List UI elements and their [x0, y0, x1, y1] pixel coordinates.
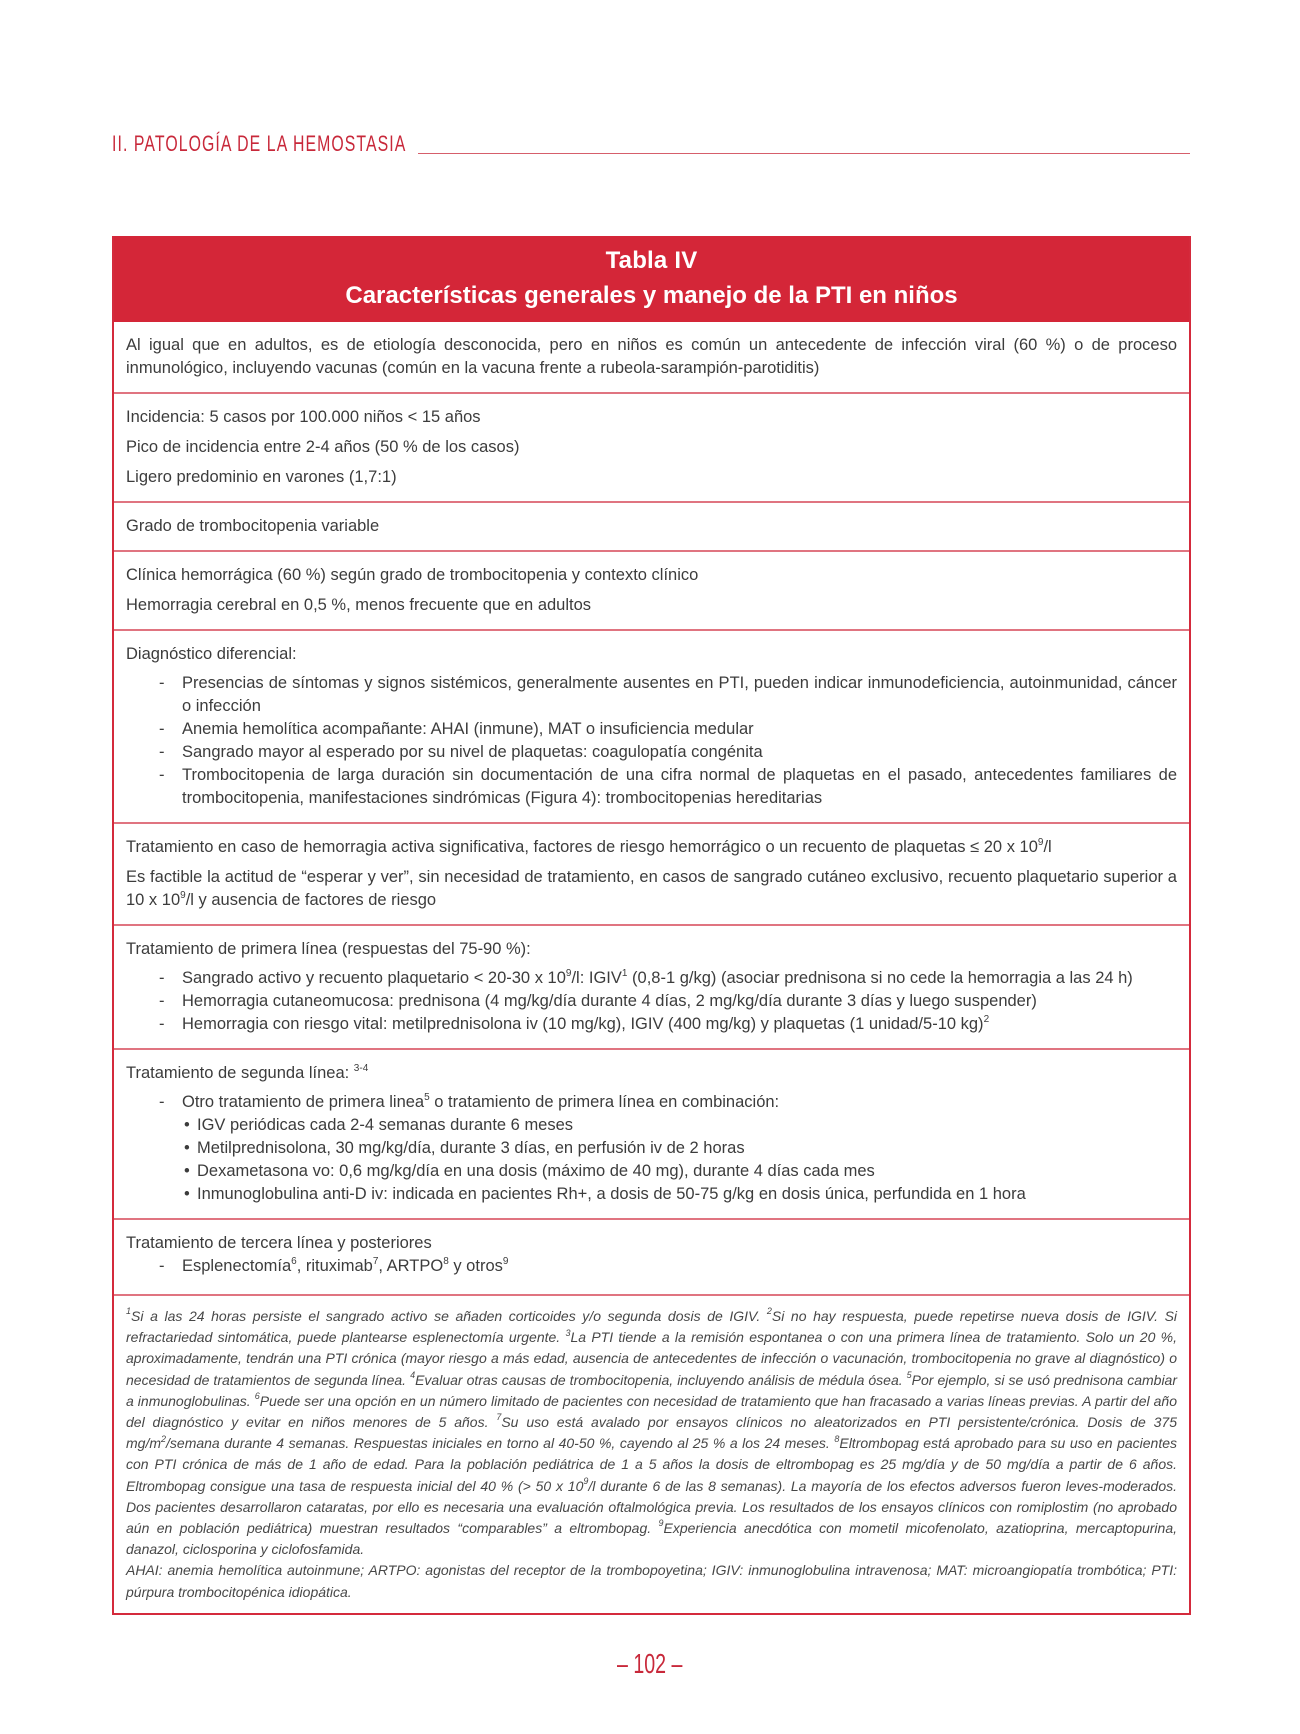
footnotes-text: $^1$Si a las 24 horas persiste el sangrado activo se añaden corticoides y/o segunda dosis de IGIV. $^2$Si no hay respuesta, puede repetirse nueva dosis de IGIV. Si refractariedad sintomática, puede plantearse esplenectomía urgente. $^3$La PTI tiende a la remisión espontanea o con una primera línea de tratamiento. Solo un 20 %, aproximadamente, tendrán una PTI crónica (mayor riesgo a más edad, ausencia de antecedentes de infección o vacunación, trombocitopenia no grave al diagnóstico) o necesidad de tratamientos de segunda línea. $^4$Evaluar otras causas de trombocitopenia, incluyendo análisis de médula ósea. $^5$Por ejemplo, si se usó prednisona cambiar a inmunoglobulinas. $^6$Puede ser una opción en un número limitado de pacientes con necesidad de tratamiento que han fracasado a varias líneas previas. A partir del año del diagnóstico y evitar en niños menores de 5 años. $^7$Su uso está avalado por ensayos clínicos no aleatorizados en PTI persistente/crónica. Dosis de 375 $mg/m^2$/semana durante 4 semanas. Respuestas iniciales en torno al 40-50 %, cayendo al 25 % a los 24 meses. $^8$Eltrombopag está aprobado para su uso en pacientes con PTI crónica de más de 1 año de edad. Para la población pediátrica de 1 a 5 años la dosis de eltrombopag es 25 mg/día y de 50 mg/día a partir de 6 años. Eltrombopag consigue una tasa de respuesta inicial del 40 % (> 50 x $10^9/l$ durante 6 de las 8 semanas). La mayoría de los efectos adversos fueron leves-moderados. Dos pacientes desarrollaron cataratas, por ello es necesaria una evaluación oftalmológica previa. Los resultados de los ensayos clínicos con romiplostim (no aprobado aún en población pediátrica) muestran resultados “comparables” a eltrombopag. $^9$Experiencia anecdótica con mometil micofenolato, azatioprina, mercaptopurina, danazol, ciclosporina y ciclofosfamida.: [126, 1306, 1178, 1558]
first-line-list: [126, 967, 1177, 1036]
list-item: - Sangrado activo y recuento plaquetario < 20-30 x $10^9/l$: IGIV$^1$ (0,8-1 g/kg) (asociar prednisona si no cede la hemorragia a las 24 h): [159, 967, 1133, 987]
row-clinical: [114, 550, 1189, 629]
row-second-line: [114, 1048, 1189, 1218]
table-number: Tabla IV: [605, 247, 698, 274]
treatment-indication-text: Tratamiento en caso de hemorragia activa significativa, factores de riesgo hemorrágico o un recuento de plaquetas ≤ 20 x $10^9/l$: [126, 836, 1052, 856]
row-third-line: [114, 1218, 1189, 1294]
list-item: - Hemorragia cutaneomucosa: prednisona (4 mg/kg/día durante 4 días, 2 mg/kg/día durante 3 días y luego suspender): [159, 992, 1037, 1010]
section-title: II. PATOLOGÍA DE LA HEMOSTASIA: [112, 131, 407, 156]
incidence-text: Incidencia: 5 casos por 100.000 niños < 15 años: [126, 408, 481, 426]
cerebral-hemorrhage-text: Hemorragia cerebral en 0,5 %, menos frecuente que en adultos: [126, 596, 592, 614]
list-item: - Hemorragia con riesgo vital: metilprednisolona iv (10 mg/kg), IGIV (400 mg/kg) y plaquetas (1 unidad/5-10 kg)$^2$: [159, 1013, 990, 1033]
list-item: - Trombocitopenia de larga duración sin documentación de una cifra normal de plaquetas en el pasado, antecedentes familiares de trombocitopenia, manifestaciones sindrómicas (Figura 4): trombocitopenias hereditarias: [159, 766, 1177, 807]
clinical-text: Clínica hemorrágica (60 %) según grado de trombocitopenia y contexto clínico: [126, 566, 699, 584]
row-epidemiology: [114, 392, 1189, 501]
table-header: [114, 236, 1189, 322]
differential-title: Diagnóstico diferencial:: [126, 645, 297, 663]
row-first-line: [114, 924, 1189, 1048]
sub-list-item: • IGV periódicas cada 2-4 semanas durante 6 meses: [184, 1116, 574, 1134]
header-rule: [418, 153, 1190, 154]
watch-and-wait-text: Es factible la actitud de “esperar y ver”, sin necesidad de tratamiento, en casos de sangrado cutáneo exclusivo, recuento plaquetario superior a 10 x $10^9/l$ y ausencia de factores de riesgo: [126, 868, 1177, 909]
third-line-list: [126, 1255, 1177, 1278]
etiology-text: Al igual que en adultos, es de etiología desconocida, pero en niños es común un antecedente de infección viral (60 %) o de proceso inmunológico, incluyendo vacunas (común en la vacuna frente a rubeola-sarampión-parotiditis): [126, 336, 1177, 377]
row-thrombocytopenia: [114, 501, 1189, 550]
list-item: - Anemia hemolítica acompañante: AHAI (inmune), MAT o insuficiencia medular: [159, 720, 754, 738]
list-item: - Otro tratamiento de primera linea$^5$ o tratamiento de primera línea en combinación:: [159, 1091, 780, 1111]
second-line-sublist: [126, 1114, 1177, 1206]
differential-list: [126, 672, 1177, 810]
sub-list-item: • Dexametasona vo: 0,6 mg/kg/día en una dosis (máximo de 40 mg), durante 4 días cada mes: [184, 1162, 875, 1180]
table-footnotes: [114, 1294, 1189, 1613]
third-line-title: Tratamiento de tercera línea y posteriores: [126, 1234, 432, 1252]
list-item: - Presencias de síntomas y signos sistémicos, generalmente ausentes en PTI, pueden indicar inmunodeficiencia, autoinmunidad, cáncer o infección: [159, 674, 1177, 715]
running-head: [112, 118, 1190, 158]
table-caption: Características generales y manejo de la PTI en niños: [345, 282, 958, 309]
second-line-title: Tratamiento de segunda línea: $^{3-4}$: [126, 1062, 369, 1082]
table-iv: [112, 236, 1191, 1615]
row-differential-diagnosis: [114, 629, 1189, 822]
sub-list-item: • Metilprednisolona, 30 mg/kg/día, durante 3 días, en perfusión iv de 2 horas: [184, 1139, 745, 1157]
second-line-list: [126, 1091, 1177, 1114]
first-line-title: Tratamiento de primera línea (respuestas del 75-90 %):: [126, 940, 531, 958]
sub-list-item: • Inmunoglobulina anti-D iv: indicada en pacientes Rh+, a dosis de 50-75 g/kg en dosis única, perfundida en 1 hora: [184, 1185, 1026, 1203]
thrombocytopenia-text: Grado de trombocitopenia variable: [126, 517, 380, 535]
list-item: - Sangrado mayor al esperado por su nivel de plaquetas: coagulopatía congénita: [159, 743, 763, 761]
row-treatment-indication: [114, 822, 1189, 924]
abbreviations-text: AHAI: anemia hemolítica autoinmune; ARTPO: agonistas del receptor de la trombopoyetina; IGIV: inmunoglobulina intravenosa; MAT: microangiopatía trombótica; PTI: púrpura trombocitopénica idiopática.: [126, 1562, 1177, 1600]
page-number: – 102 –: [617, 1648, 683, 1679]
row-etiology: [114, 322, 1189, 392]
sex-ratio-text: Ligero predominio en varones (1,7:1): [126, 468, 397, 486]
list-item: - Esplenectomía$^6$, rituximab$^7$, ARTPO$^8$ y otros$^9$: [159, 1255, 509, 1275]
peak-incidence-text: Pico de incidencia entre 2-4 años (50 % de los casos): [126, 438, 520, 456]
